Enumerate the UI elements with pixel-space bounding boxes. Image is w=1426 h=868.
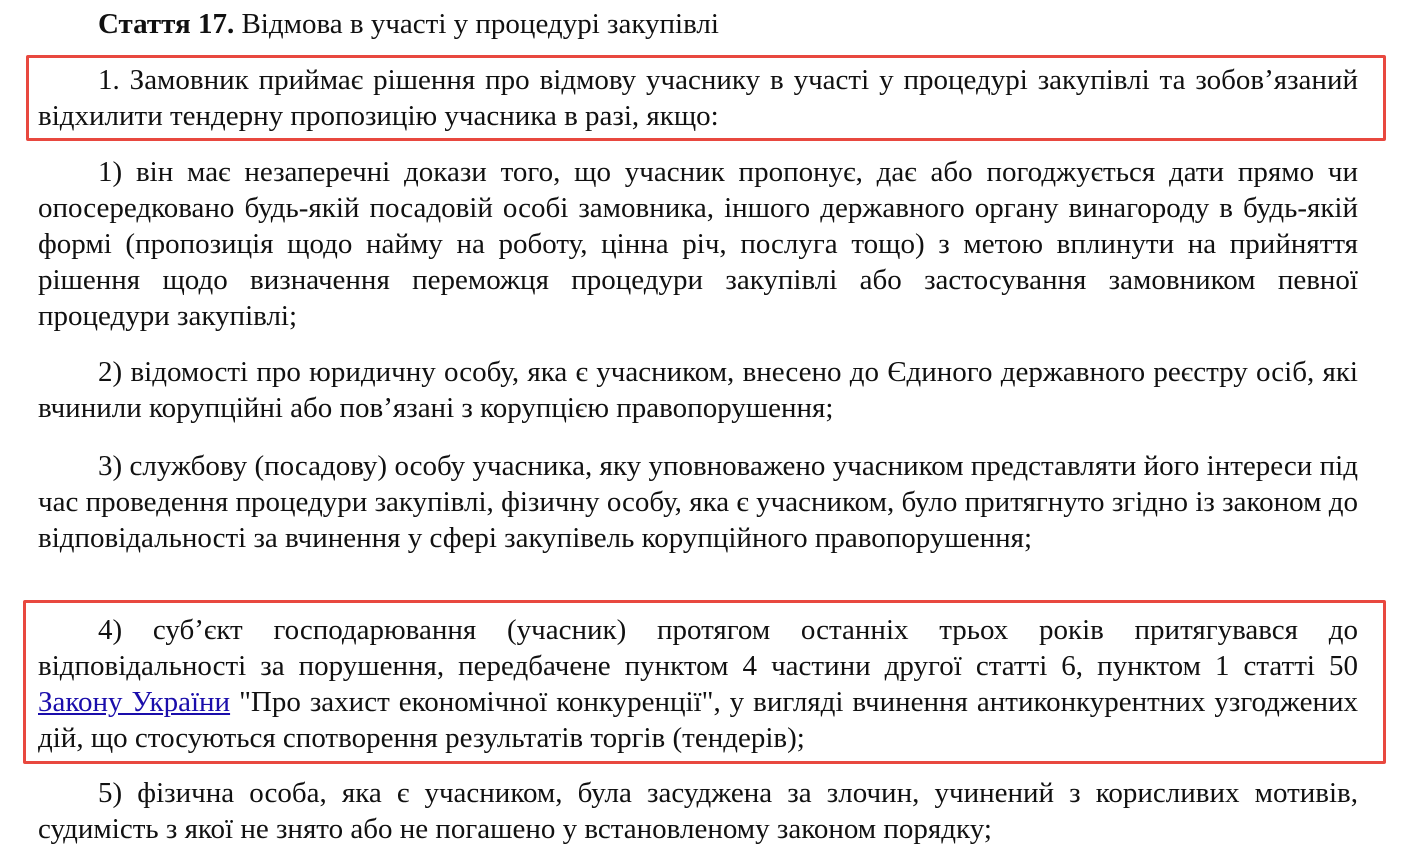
paragraph-1: 1. Замовник приймає рішення про відмову учаснику в участі у процедурі закупівлі та зобов’язаний відхилити тендерну пропозицію учасника в разі, якщо: [38,64,1358,132]
clause-4-text-after: "Про захист економічної конкуренції", у вигляді вчинення антиконкурентних узгоджених дій, що стосуються спотворення результатів торгів (тендерів); [38,686,1359,754]
clause-2: 2) відомості про юридичну особу, яка є учасником, внесено до Єдиного державного реєстру осіб, які вчинили корупційні або пов’язані з корупцією правопорушення; [38,356,1358,424]
clause-5: 5) фізична особа, яка є учасником, була засуджена за злочин, учинений з корисливих мотивів, судимість з якої не знято або не погашено у встановленому законом порядку; [38,777,1358,845]
clause-3: 3) службову (посадову) особу учасника, яку уповноважено учасником представляти його інтереси під час проведення процедури закупівлі, фізичну особу, яка є учасником, було притягнуто згідно із законом до відповідальності за вчинення у сфері закупівель корупційного правопорушення; [38,450,1358,554]
clause-4-text-before: 4) суб’єкт господарювання (учасник) протягом останніх трьох років притягувався до відповідальності за порушення, передбачене пунктом 4 частини другої статті 6, пунктом 1 статті 50 [38,614,1358,682]
law-link[interactable]: Закону України [38,686,231,718]
clause-4 [38,612,1358,756]
article-title: Відмова в участі у процедурі закупівлі [241,8,719,40]
clause-1: 1) він має незаперечні докази того, що учасник пропонує, дає або погоджується дати прямо чи опосередковано будь-якій посадовій особі замовника, іншого державного органу винагороду в будь-якій формі (пропозиція щодо найму на роботу, цінна річ, послуга тощо) з метою вплинути на прийняття рішення щодо визначення переможця процедури закупівлі або застосування замовником певної процедури закупівлі; [38,156,1358,332]
article-number: Стаття 17. [98,8,235,40]
article-heading [98,4,719,44]
